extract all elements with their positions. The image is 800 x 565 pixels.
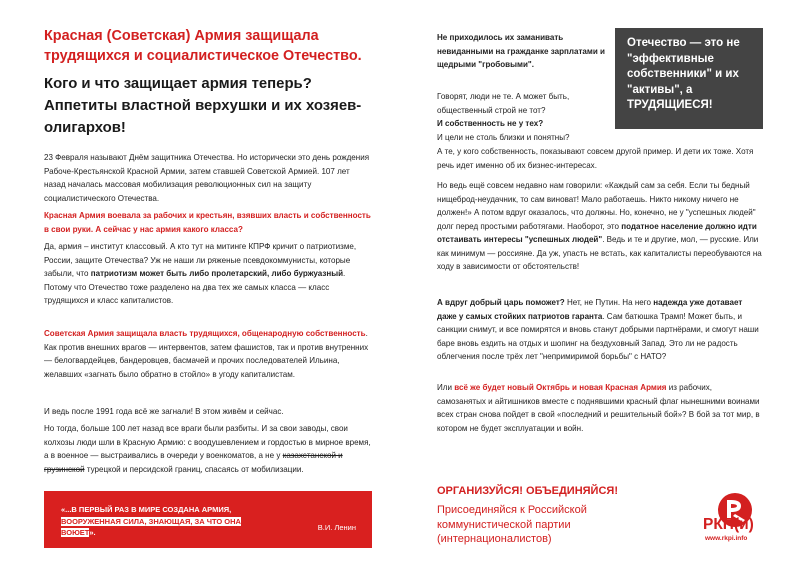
october-text-a: Или bbox=[437, 383, 452, 392]
paragraph-people: Говорят, люди не те. А может быть, общественный строй не тот? bbox=[437, 92, 570, 115]
paragraph-salaries: Не приходилось их заманивать невиданными на гражданке зарплатами и щедрыми "гробовыми". bbox=[437, 33, 605, 69]
soviet-army-text-a: Советская Армия защищала власть трудящихся, общенародную собственность bbox=[44, 329, 366, 338]
quote-part-a: «...В ПЕРВЫЙ РАЗ В МИРЕ СОЗДАНА АРМИЯ, bbox=[61, 505, 232, 514]
tsar-text-c: надежда уже дотавает даже у самых стойких патриотов гаранта bbox=[437, 298, 743, 321]
tsar-text-a: А вдруг добрый царь поможет? bbox=[437, 298, 565, 307]
quote-part-b: ВООРУЖЕННАЯ СИЛА, ЗНАЮЩАЯ, ЗА ЧТО ОНА ВОЮЕТ bbox=[61, 516, 241, 537]
slogan-box bbox=[615, 28, 763, 129]
paragraph-good-tsar bbox=[437, 296, 763, 364]
tsar-text-d: . Сам батюшка Трамп! Может быть, и санкции снимут, и все помирятся и вновь станут добрыми партнёрами, и смогут наши баре вновь ездить на отдых и шопинг на бездуховный Запад. Это ли не радость облегчения после трёх лет "непримиримой борьбы" с НАТО? bbox=[437, 311, 759, 361]
mobilization-text-a: Но тогда, больше 100 лет назад все враги были разбиты. И за свои заводы, свои колхозы люди шли в Красную Армию: с воодушевлением и гордостью в мирное время, а в военное — выстраивались в очереди у военкоматов, а не у bbox=[44, 424, 371, 460]
paragraph-goals: И цели не столь близки и понятны? bbox=[437, 133, 570, 142]
tsar-text-b: Нет, не Путин. На него bbox=[564, 298, 654, 307]
class-text-b: патриотизм может быть либо пролетарский, либо буржуазный bbox=[90, 269, 344, 278]
party-website-link[interactable]: www.rkpi.info bbox=[705, 535, 748, 542]
headline-red: Красная (Советская) Армия защищала трудящихся и социалистическое Отечество. bbox=[44, 28, 362, 64]
each-text-a: Но ведь ещё совсем недавно нам говорили: «Каждый сам за себя. Если ты бедный нищеброд-неудачник, то сам виноват! Мало работаешь. Никто никому ничего не должен!» А потом вдруг оказалось, что должны. Но, конечно, не у "успешных людей" долг перед простыми работягами. Наоборот, это bbox=[437, 181, 756, 231]
lenin-quote bbox=[61, 504, 251, 539]
organize-slogan: ОРГАНИЗУЙСЯ! ОБЪЕДИНЯЙСЯ! bbox=[437, 485, 618, 497]
paragraph-owners: А те, у кого собственность, показывают совсем другой пример. И дети их тоже. Хотя речь идет именно об их бизнес-интересах. bbox=[437, 147, 754, 170]
red-army-text: Красная Армия воевала за рабочих и крестьян, взявших власть и собственность в свои руки. А сейчас у нас армия какого класса? bbox=[44, 211, 371, 234]
paragraph-class bbox=[44, 240, 372, 308]
paragraph-mobilization bbox=[44, 422, 372, 476]
paragraph-1991: И ведь после 1991 года всё же загнали! В этом живём и сейчас. bbox=[44, 407, 284, 416]
october-text-b: всё же будет новый Октябрь и новая Красная Армия bbox=[454, 383, 667, 392]
each-text-c: . Ведь и те и другие, мол, — русские. Или как минимум — россияне. Да уж, упасть не встать, как капиталисты переобуваются на ходу в зависимости от обстоятельств! bbox=[437, 235, 762, 271]
paragraph-october bbox=[437, 381, 763, 435]
mobilization-text-b: турецкой и персидской границ, спасаясь от мобилизации. bbox=[86, 464, 304, 474]
quote-part-c: ». bbox=[89, 528, 96, 537]
slogan-text: Отечество — это не "эффективные собственники" и их "активы", а ТРУДЯЩИЕСЯ! bbox=[627, 37, 740, 111]
mobilization-strike: казахстанской и грузинской bbox=[44, 451, 343, 474]
quote-author: В.И. Ленин bbox=[317, 523, 356, 532]
lenin-quote-box bbox=[44, 491, 372, 548]
paragraph-property: И собственность не у тех? bbox=[437, 119, 544, 128]
class-text-a: Да, армия – институт классовый. А кто тут на митинге КПРФ кричит о патриотизме, России, защите Отечества? Уж не наши ли ряженые псевдокоммунисты, которые забыли, что bbox=[44, 242, 357, 278]
party-logo-text: РКП(и) bbox=[703, 516, 754, 533]
each-text-b: податное население должно идти отстаивать интересы "успешных людей" bbox=[437, 221, 757, 244]
join-party-text: Присоединяйся к Российской коммунистической партии (интернационалистов) bbox=[437, 504, 587, 545]
paragraph-each-for-himself bbox=[437, 179, 763, 274]
paragraph-intro: 23 Февраля называют Днём защитника Отечества. Но исторически это день рождения Рабоче-Крестьянской Красной Армии, затем ставшей Советской Армией. 107 лет назад началась массовая мобилизация революционных сил на защиту социалистического Отечества. bbox=[44, 153, 370, 203]
paragraph-soviet-army bbox=[44, 327, 372, 381]
paragraph-red-army bbox=[44, 209, 372, 236]
class-text-c: . Потому что Отечество тоже разделено на два тех же самых класса — класс трудящихся и класс капиталистов. bbox=[44, 269, 346, 305]
headline-black: Кого и что защищает армия теперь? Аппетиты властной верхушки и их хозяев-олигархов! bbox=[44, 76, 362, 136]
soviet-army-text-b: . Как против внешних врагов — интервентов, затем фашистов, так и против внутренних — белогвардейцев, бандеровцев, басмачей и прочих последователей Ильина, желавших «загнать было обратно в стойло» в угоду капиталистам. bbox=[44, 329, 369, 379]
october-text-c: из рабочих, самозанятых и айтишников вместе с поднявшими красный флаг нынешними воинами всех стран снова пойдет в свой «последний и решительный бой»? В бой за тот мир, в котором не будет эксплуатации и войн. bbox=[437, 383, 760, 433]
